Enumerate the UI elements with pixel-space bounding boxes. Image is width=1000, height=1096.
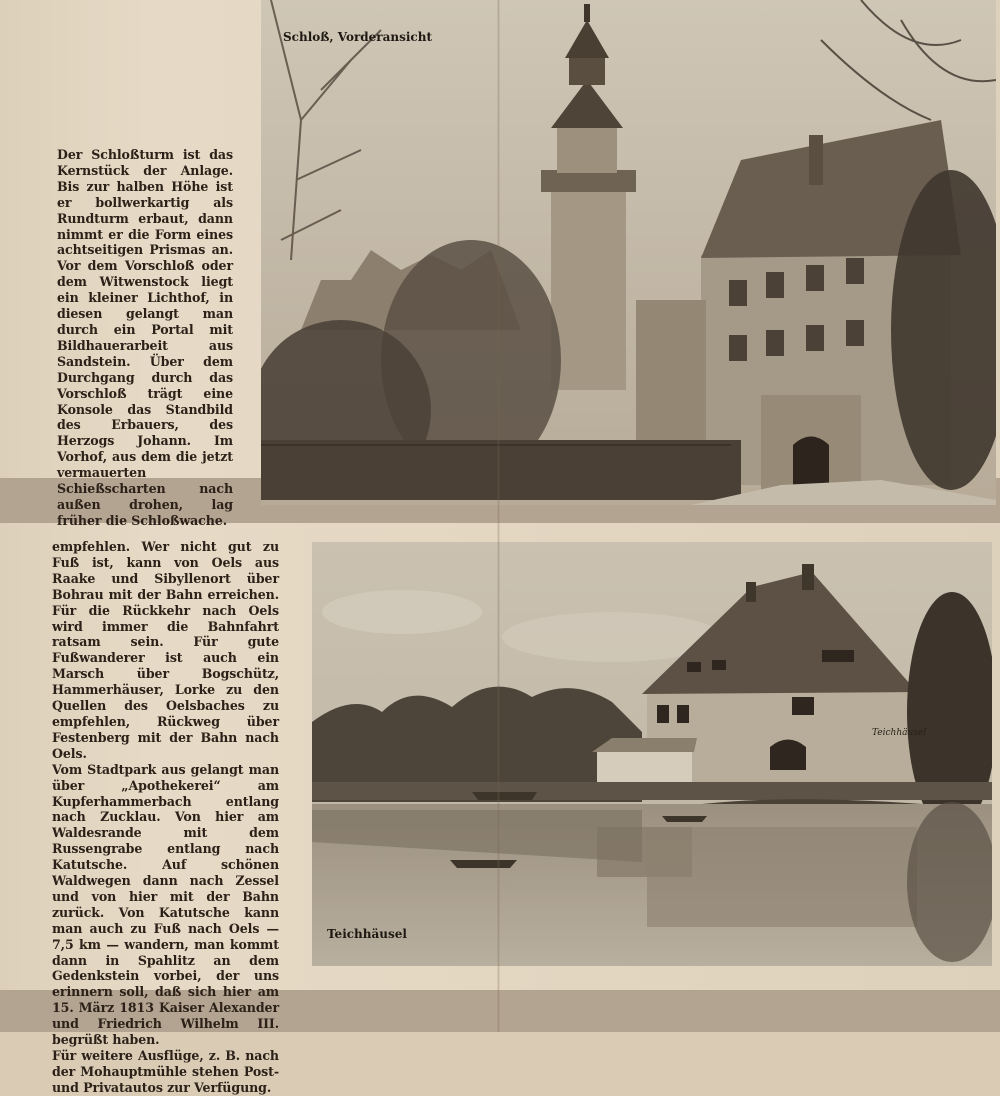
castle-photo	[261, 0, 996, 505]
teichhaeusel-caption: Teichhäusel	[327, 927, 407, 941]
lower-paragraph-3: Für weitere Ausflüge, z. B. nach der Mohauptmühle stehen Post- und Privatautos zur Verfügung.	[52, 1048, 279, 1095]
page-fold	[497, 0, 500, 1032]
teichhaeusel-photo	[312, 542, 992, 966]
lower-text-column	[52, 539, 279, 1096]
house-sign: Teichhäusel	[872, 728, 927, 738]
lower-paragraph-2: Vom Stadtpark aus gelangt man über „Apothekerei“ am Kupferhammerbach entlang nach Zucklau. Von hier am Waldesrande mit dem Russengrabe entlang nach Katutsche. Auf schönen Waldwegen dann nach Zessel und von hier mit der Bahn zurück. Von Katutsche kann man auch zu Fuß nach Oels — 7,5 km — wandern, man kommt dann in Spahlitz an dem Gedenkstein vorbei, der uns erinnern soll, daß sich hier am 15. März 1813 Kaiser Alexander und Friedrich Wilhelm III. begrüßt haben.	[52, 761, 279, 1048]
lower-paragraph-1: empfehlen. Wer nicht gut zu Fuß ist, kann von Oels aus Raake und Sibyllenort über Bohrau mit der Bahn erreichen. Für die Rückkehr nach Oels wird immer die Bahnfahrt ratsam sein. Für gute Fußwanderer ist auch ein Marsch über Bogschütz, Hammerhäuser, Lorke zu den Quellen des Oelsbaches zu empfehlen, Rückweg über Festenberg mit der Bahn nach Oels.	[52, 539, 279, 761]
upper-text-column	[57, 147, 233, 529]
upper-paragraph: Der Schloßturm ist das Kernstück der Anlage. Bis zur halben Höhe ist er bollwerkartig als Rundturm erbaut, dann nimmt er die Form eines achtseitigen Prismas an. Vor dem Vorschloß oder dem Witwenstock liegt ein kleiner Lichthof, in diesen gelangt man durch ein Portal mit Bildhauerarbeit aus Sandstein. Über dem Durchgang durch das Vorschloß trägt eine Konsole das Standbild des Erbauers, des Herzogs Johann. Im Vorhof, aus dem die jetzt vermauerten Schießscharten nach außen drohen, lag früher die Schloßwache.	[57, 147, 233, 528]
castle-caption: Schloß, Vorderansicht	[283, 30, 433, 44]
